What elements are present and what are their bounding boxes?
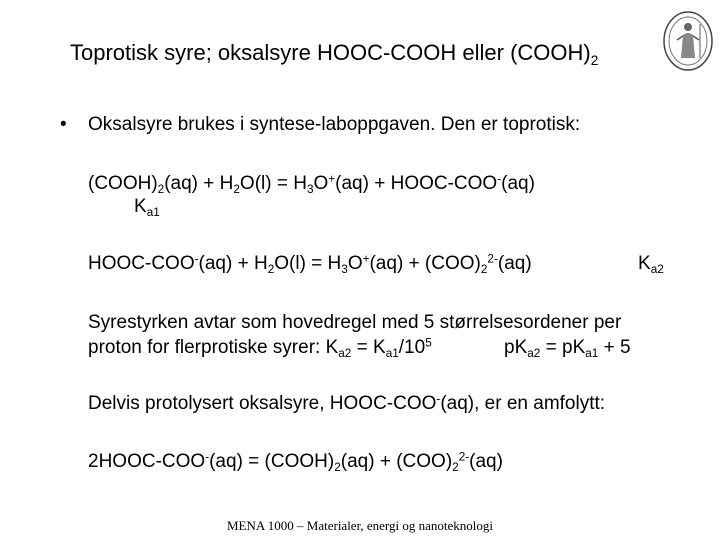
university-seal-icon xyxy=(662,10,714,72)
strength-rule-line2: proton for flerprotiske syrer: $K_{a2} = K_{a1}/10^5$ xyxy=(88,336,432,361)
bullet-marker: • xyxy=(60,114,67,135)
bullet-text: Oksalsyre brukes i syntese-laboppgaven. Den er toprotisk: xyxy=(88,114,581,135)
ka1-label: $K_{a1}$ xyxy=(134,196,160,220)
course-footer: MENA 1000 – Materialer, energi og nanoteknologi xyxy=(226,518,494,533)
ampholyte-statement: Delvis protolysert oksalsyre, HOOC-COO-(aq), er en amfolytt: xyxy=(88,392,606,414)
ka2-label: $K_{a2}$ xyxy=(638,253,664,277)
equation-second-protolysis: HOOC-COO-(aq) + $H_2O(l) = H_3O^+(aq) + (COO)_2^{2-}(aq)$ xyxy=(88,252,532,277)
equation-first-protolysis: $(COOH)_2(aq) + H_2O(l) = H_3O^+(aq)$ + HOOC-COO-(aq) xyxy=(88,172,535,197)
slide-title: Toprotisk syre; oksalsyre HOOC-COOH eller $(COOH)_2$ xyxy=(70,40,599,68)
pka-relation: $pK_{a2} = pK_{a1} + 5$ xyxy=(504,337,631,361)
strength-rule-line1: Syrestyrken avtar som hovedregel med 5 størrelsesordener per xyxy=(88,312,622,333)
equation-disproportionation: 2HOOC-COO-(aq) = $(COOH)_2(aq) + (COO)_2^{2-}(aq)$ xyxy=(88,450,503,475)
